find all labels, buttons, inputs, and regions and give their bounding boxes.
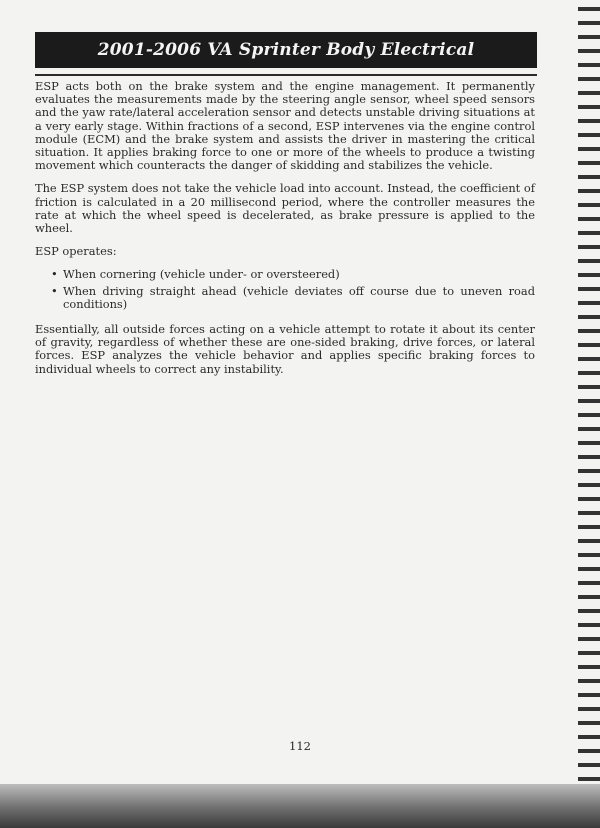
list-item: • When cornering (vehicle under- or oversteered)	[63, 268, 535, 281]
header-banner	[35, 32, 537, 68]
scan-shadow	[0, 784, 600, 828]
spiral-binding	[578, 0, 600, 790]
body-text	[35, 80, 535, 386]
header-divider	[35, 74, 537, 76]
bullet-list	[35, 268, 535, 311]
page-title: 2001-2006 VA Sprinter Body Electrical	[97, 40, 475, 60]
list-item: • When driving straight ahead (vehicle deviates off course due to uneven road conditions)	[63, 285, 535, 311]
paragraph-esp-operates: ESP operates:	[35, 244, 117, 259]
paragraph-esp-overview: ESP acts both on the brake system and the engine management. It permanently evaluates the measurements made by the steering angle sensor, wheel speed sensors and the yaw rate/lateral acceleration sensor and detects unstable driving situations at a very early stage. Within fractions of a second, ESP intervenes via the engine control module (ECM) and the brake system and assists the driver in mastering the critical situation. It applies braking force to one or more of the wheels to produce a twisting movement which counteracts the danger of skidding and stabilizes the vehicle.	[35, 79, 535, 173]
page-number: 112	[289, 739, 311, 753]
paragraph-forces: Essentially, all outside forces acting on a vehicle attempt to rotate it about its center of gravity, regardless of whether these are one-sided braking, drive forces, or lateral forces. ESP analyzes the vehicle behavior and applies specific braking forces to individual wheels to correct any instability.	[35, 322, 535, 376]
paragraph-friction: The ESP system does not take the vehicle load into account. Instead, the coefficient of friction is calculated in a 20 millisecond period, where the controller measures the rate at which the wheel speed is decelerated, as brake pressure is applied to the wheel.	[35, 181, 535, 236]
